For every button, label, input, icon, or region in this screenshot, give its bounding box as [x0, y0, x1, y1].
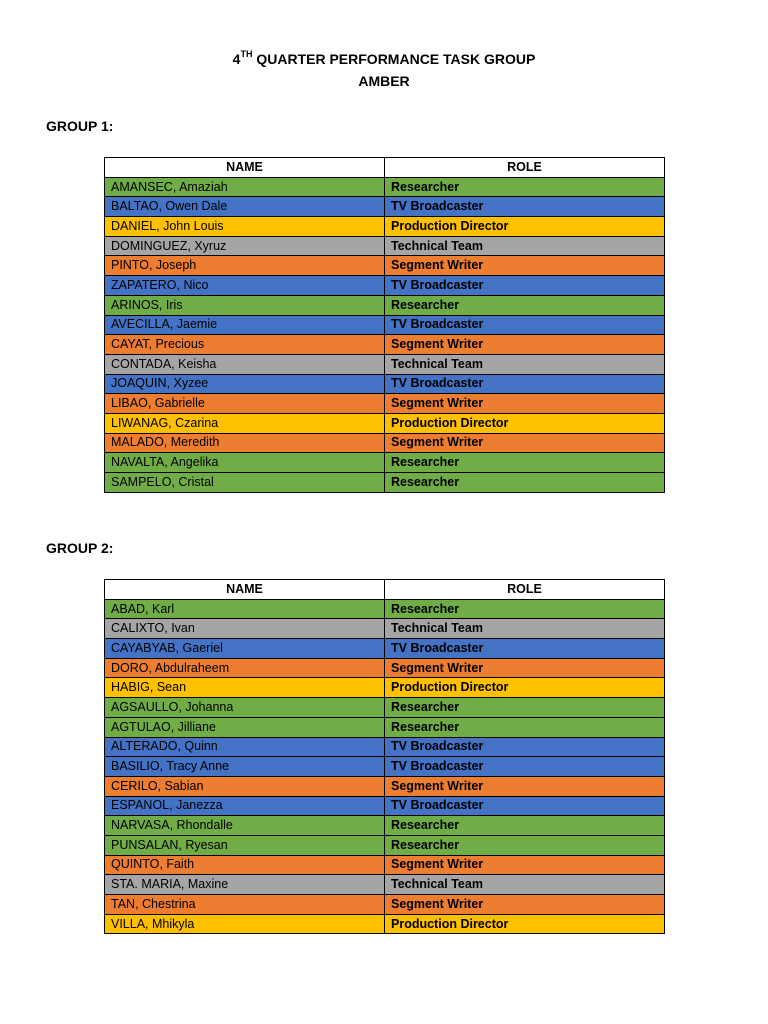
- table-row: [105, 678, 665, 698]
- table-row: [105, 295, 665, 315]
- table-row: [105, 619, 665, 639]
- member-name-cell: SAMPELO, Cristal: [105, 473, 385, 493]
- group-2-heading: GROUP 2:: [46, 540, 114, 556]
- member-name-cell: HABIG, Sean: [105, 678, 385, 698]
- column-header-role: ROLE: [385, 580, 665, 600]
- member-role-cell: Researcher: [385, 295, 665, 315]
- member-name-cell: CAYAT, Precious: [105, 335, 385, 355]
- member-role-cell: Segment Writer: [385, 335, 665, 355]
- member-name-cell: VILLA, Mhikyla: [105, 914, 385, 934]
- table-row: [105, 335, 665, 355]
- member-name-cell: LIBAO, Gabrielle: [105, 394, 385, 414]
- group-1-heading: GROUP 1:: [46, 118, 114, 134]
- member-role-cell: Researcher: [385, 177, 665, 197]
- member-role-cell: Technical Team: [385, 619, 665, 639]
- table-row: [105, 197, 665, 217]
- title-superscript: TH: [240, 49, 253, 59]
- table-row: [105, 875, 665, 895]
- table-row: [105, 453, 665, 473]
- member-name-cell: BALTAO, Owen Dale: [105, 197, 385, 217]
- member-name-cell: AMANSEC, Amaziah: [105, 177, 385, 197]
- table-row: [105, 256, 665, 276]
- member-name-cell: ABAD, Karl: [105, 599, 385, 619]
- table-row: [105, 717, 665, 737]
- member-role-cell: Researcher: [385, 473, 665, 493]
- member-name-cell: NARVASA, Rhondalle: [105, 816, 385, 836]
- member-name-cell: STA. MARIA, Maxine: [105, 875, 385, 895]
- member-role-cell: Segment Writer: [385, 658, 665, 678]
- table-row: [105, 776, 665, 796]
- member-name-cell: TAN, Chestrina: [105, 895, 385, 915]
- member-role-cell: Technical Team: [385, 354, 665, 374]
- member-role-cell: TV Broadcaster: [385, 639, 665, 659]
- member-role-cell: TV Broadcaster: [385, 197, 665, 217]
- member-role-cell: Researcher: [385, 698, 665, 718]
- member-role-cell: Segment Writer: [385, 895, 665, 915]
- member-name-cell: ZAPATERO, Nico: [105, 276, 385, 296]
- member-role-cell: Segment Writer: [385, 394, 665, 414]
- group-1-table: [104, 157, 665, 493]
- title-number: 4: [232, 51, 241, 67]
- member-role-cell: Technical Team: [385, 875, 665, 895]
- table-row: [105, 177, 665, 197]
- table-row: [105, 236, 665, 256]
- table-row: [105, 276, 665, 296]
- table-header-row: [105, 158, 665, 178]
- table-row: [105, 816, 665, 836]
- member-role-cell: Production Director: [385, 413, 665, 433]
- table-row: [105, 394, 665, 414]
- member-role-cell: Production Director: [385, 914, 665, 934]
- member-name-cell: DORO, Abdulraheem: [105, 658, 385, 678]
- member-name-cell: QUINTO, Faith: [105, 855, 385, 875]
- column-header-role: ROLE: [385, 158, 665, 178]
- column-header-name: NAME: [105, 580, 385, 600]
- member-role-cell: Segment Writer: [385, 256, 665, 276]
- table-row: [105, 433, 665, 453]
- member-name-cell: ALTERADO, Quinn: [105, 737, 385, 757]
- member-name-cell: DOMINGUEZ, Xyruz: [105, 236, 385, 256]
- member-role-cell: TV Broadcaster: [385, 737, 665, 757]
- member-name-cell: CALIXTO, Ivan: [105, 619, 385, 639]
- member-name-cell: AGTULAO, Jilliane: [105, 717, 385, 737]
- member-name-cell: ESPANOL, Janezza: [105, 796, 385, 816]
- member-name-cell: CERILO, Sabian: [105, 776, 385, 796]
- member-name-cell: NAVALTA, Angelika: [105, 453, 385, 473]
- member-role-cell: TV Broadcaster: [385, 315, 665, 335]
- member-role-cell: Researcher: [385, 599, 665, 619]
- member-name-cell: AVECILLA, Jaemie: [105, 315, 385, 335]
- member-role-cell: TV Broadcaster: [385, 374, 665, 394]
- document-title: [0, 50, 768, 68]
- member-role-cell: TV Broadcaster: [385, 757, 665, 777]
- member-role-cell: Researcher: [385, 816, 665, 836]
- table-row: [105, 796, 665, 816]
- table-row: [105, 895, 665, 915]
- table-row: [105, 698, 665, 718]
- table-row: [105, 217, 665, 237]
- table-row: [105, 413, 665, 433]
- member-role-cell: Segment Writer: [385, 433, 665, 453]
- table-row: [105, 315, 665, 335]
- table-row: [105, 835, 665, 855]
- member-role-cell: Segment Writer: [385, 855, 665, 875]
- member-name-cell: PUNSALAN, Ryesan: [105, 835, 385, 855]
- table-row: [105, 599, 665, 619]
- member-role-cell: Researcher: [385, 717, 665, 737]
- table-header-row: [105, 580, 665, 600]
- member-name-cell: MALADO, Meredith: [105, 433, 385, 453]
- document-subtitle: AMBER: [358, 73, 410, 89]
- member-role-cell: TV Broadcaster: [385, 796, 665, 816]
- member-name-cell: ARINOS, Iris: [105, 295, 385, 315]
- member-role-cell: Production Director: [385, 217, 665, 237]
- member-role-cell: Production Director: [385, 678, 665, 698]
- table-row: [105, 354, 665, 374]
- member-name-cell: PINTO, Joseph: [105, 256, 385, 276]
- member-role-cell: Segment Writer: [385, 776, 665, 796]
- member-name-cell: JOAQUIN, Xyzee: [105, 374, 385, 394]
- member-name-cell: AGSAULLO, Johanna: [105, 698, 385, 718]
- table-row: [105, 757, 665, 777]
- table-row: [105, 374, 665, 394]
- table-row: [105, 639, 665, 659]
- member-role-cell: Technical Team: [385, 236, 665, 256]
- table-row: [105, 914, 665, 934]
- member-name-cell: CAYABYAB, Gaeriel: [105, 639, 385, 659]
- table-row: [105, 855, 665, 875]
- title-text: QUARTER PERFORMANCE TASK GROUP: [252, 51, 536, 67]
- column-header-name: NAME: [105, 158, 385, 178]
- member-role-cell: TV Broadcaster: [385, 276, 665, 296]
- table-row: [105, 473, 665, 493]
- table-row: [105, 737, 665, 757]
- table-row: [105, 658, 665, 678]
- group-2-table: [104, 579, 665, 934]
- member-name-cell: BASILIO, Tracy Anne: [105, 757, 385, 777]
- member-name-cell: LIWANAG, Czarina: [105, 413, 385, 433]
- member-name-cell: CONTADA, Keisha: [105, 354, 385, 374]
- member-name-cell: DANIEL, John Louis: [105, 217, 385, 237]
- member-role-cell: Researcher: [385, 835, 665, 855]
- member-role-cell: Researcher: [385, 453, 665, 473]
